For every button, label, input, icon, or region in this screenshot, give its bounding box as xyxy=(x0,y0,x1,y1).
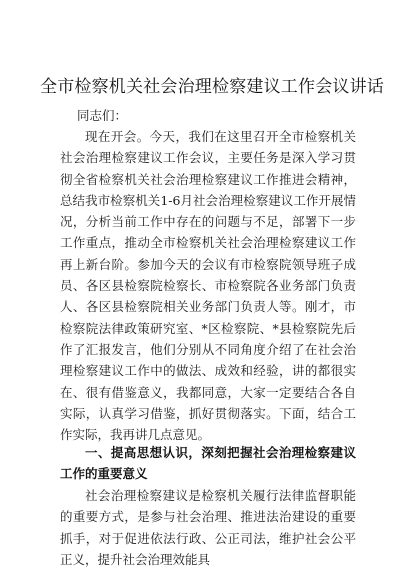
section-paragraph: 社会治理检察建议是检察机关履行法律监督职能的重要方式，是参与社会治理、推进法治建设的重要抓手，对于促进依法行政、公正司法，维护社会公平正义，提升社会治理效能具 xyxy=(60,488,356,567)
body-paragraph: 现在开会。今天，我们在这里召开全市检察机关社会治理检察建议工作会议，主要任务是深入学习贯彻全省检察机关社会治理检察建议工作推进会精神，总结我市检察机关1-6月社会治理检察建议工作开展情况，分析当前工作中存在的问题与不足，部署下一步工作重点，推动全市检察机关社会治理检察建议工作再上新台阶。参加今天的会议有市检察院领导班子成员、各区县检察院检察长、市检察院各业务部门负责人、各区县检察院相关业务部门负责人等。刚才，市检察院法律政策研究室、*区检察院、*县检察院先后作了汇报发言，他们分别从不同角度介绍了在社会治理检察建议工作中的做法、成效和经验，讲的都很实在、很有借鉴意义，我都同意，大家一定要结合各自实际，认真学习借鉴，抓好贯彻落实。下面，结合工作实际，我再讲几点意见。 xyxy=(60,129,356,443)
page-title: 全市检察机关社会治理检察建议工作会议讲话 xyxy=(40,77,384,97)
salutation: 同志们： xyxy=(77,108,128,123)
section-heading: 一、提高思想认识，深刻把握社会治理检察建议工作的重要意义 xyxy=(60,445,356,482)
